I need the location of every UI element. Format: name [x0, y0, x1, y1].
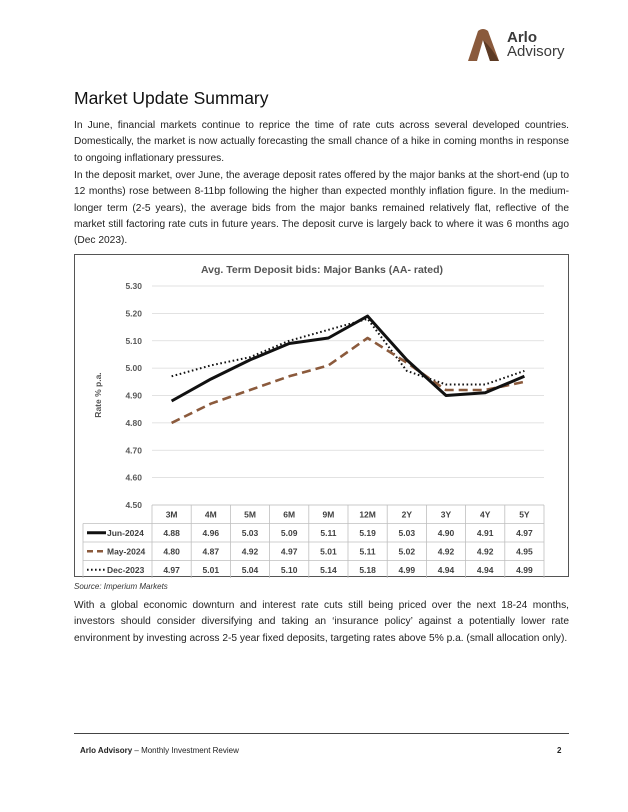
x-category-label: 5Y	[519, 509, 530, 520]
table-value: 5.01	[202, 564, 220, 575]
x-category-label: 6M	[283, 509, 296, 520]
x-category-label: 4M	[204, 509, 217, 520]
y-tick-label: 5.00	[125, 363, 142, 374]
x-category-label: 2Y	[401, 509, 413, 520]
chart-title: Avg. Term Deposit bids: Major Banks (AA- rated)	[200, 264, 444, 276]
paragraph-deposit-market: In the deposit market, over June, the average deposit rates offered by the major banks at the short-end (up to 12 months) rose between 8-11bp following the higher than expected monthly inflation figure. In the medium-longer term (2-5 years), the average bids from the major banks remained relatively flat, reflective of the market still factoring rate cuts in future years. The deposit curve is largely back to where it was 6 months ago (Dec 2023).	[74, 170, 569, 247]
table-value: 4.90	[437, 527, 455, 538]
x-category-label: 9M	[322, 509, 335, 520]
x-category-label: 12M	[359, 509, 376, 520]
table-value: 5.19	[359, 527, 376, 538]
chart-canvas	[75, 255, 570, 578]
y-tick-label: 5.30	[125, 281, 142, 291]
y-axis-label: Rate % p.a.	[93, 372, 103, 418]
footer-brand: Arlo Advisory	[80, 746, 133, 755]
table-value: 5.01	[320, 546, 337, 557]
table-value: 4.97	[280, 546, 298, 557]
legend-label: Dec-2023	[107, 564, 145, 575]
table-value: 4.80	[163, 546, 180, 557]
table-value: 4.88	[163, 527, 180, 538]
table-value: 4.91	[476, 527, 494, 538]
x-category-label: 3Y	[440, 509, 452, 520]
y-tick-label: 4.70	[125, 445, 142, 456]
paragraph-intro: In June, financial markets continue to reprice the time of rate cuts across several developed countries. Domestically, the market is now actually forecasting the small chance of a hike in coming months in response to ongoing inflationary pressures.	[74, 120, 569, 164]
table-value: 5.14	[320, 564, 337, 575]
series-line-may-2024	[172, 338, 525, 423]
table-value: 5.04	[241, 564, 259, 575]
footer-title	[80, 746, 239, 755]
table-value: 4.96	[202, 527, 220, 538]
table-value: 5.18	[359, 564, 376, 575]
table-value: 4.97	[163, 564, 180, 575]
term-deposit-chart	[74, 254, 569, 577]
page-title: Market Update Summary	[74, 88, 269, 108]
table-value: 5.10	[280, 564, 298, 575]
footer-divider	[74, 733, 569, 734]
table-value: 5.11	[359, 546, 376, 557]
table-value: 5.02	[398, 546, 416, 557]
table-value: 4.87	[202, 546, 220, 557]
table-value: 4.92	[476, 546, 494, 557]
x-category-label: 5M	[244, 509, 256, 520]
y-tick-label: 4.80	[125, 417, 142, 428]
y-tick-label: 4.50	[125, 500, 142, 510]
table-value: 4.95	[516, 546, 533, 557]
table-value: 4.94	[437, 564, 455, 575]
brand-name: Arlo	[507, 29, 537, 46]
footer-publication: – Monthly Investment Review	[132, 746, 239, 755]
page-number: 2	[557, 746, 562, 755]
legend-label: Jun-2024	[107, 527, 144, 538]
y-tick-label: 5.10	[125, 335, 142, 346]
series-line-jun-2024	[172, 316, 525, 401]
table-value: 4.92	[241, 546, 259, 557]
brand-subname: Advisory	[507, 43, 565, 60]
y-tick-label: 5.20	[125, 308, 142, 319]
table-value: 4.97	[516, 527, 533, 538]
table-value: 5.09	[280, 527, 298, 538]
table-value: 5.11	[320, 527, 337, 538]
table-value: 4.99	[398, 564, 416, 575]
y-tick-label: 4.90	[125, 390, 142, 401]
table-value: 4.94	[476, 564, 494, 575]
table-value: 5.03	[398, 527, 416, 538]
x-category-label: 4Y	[479, 509, 491, 520]
paragraph-outlook: With a global economic downturn and interest rate cuts still being priced over the next 18-24 months, investors should consider diversifying and taking an ‘insurance policy’ against a potentially lower rate environment by investing across 2-5 year fixed deposits, targeting rates above 5% p.a. (small allocation only).	[74, 600, 569, 644]
brand-mark-icon	[466, 28, 500, 62]
brand-logo	[466, 28, 576, 64]
x-category-label: 3M	[165, 509, 178, 520]
table-value: 4.92	[437, 546, 455, 557]
chart-source: Source: Imperium Markets	[74, 582, 168, 591]
table-value: 5.03	[241, 527, 259, 538]
y-tick-label: 4.60	[125, 472, 142, 483]
table-value: 4.99	[516, 564, 533, 575]
legend-label: May-2024	[107, 546, 146, 557]
